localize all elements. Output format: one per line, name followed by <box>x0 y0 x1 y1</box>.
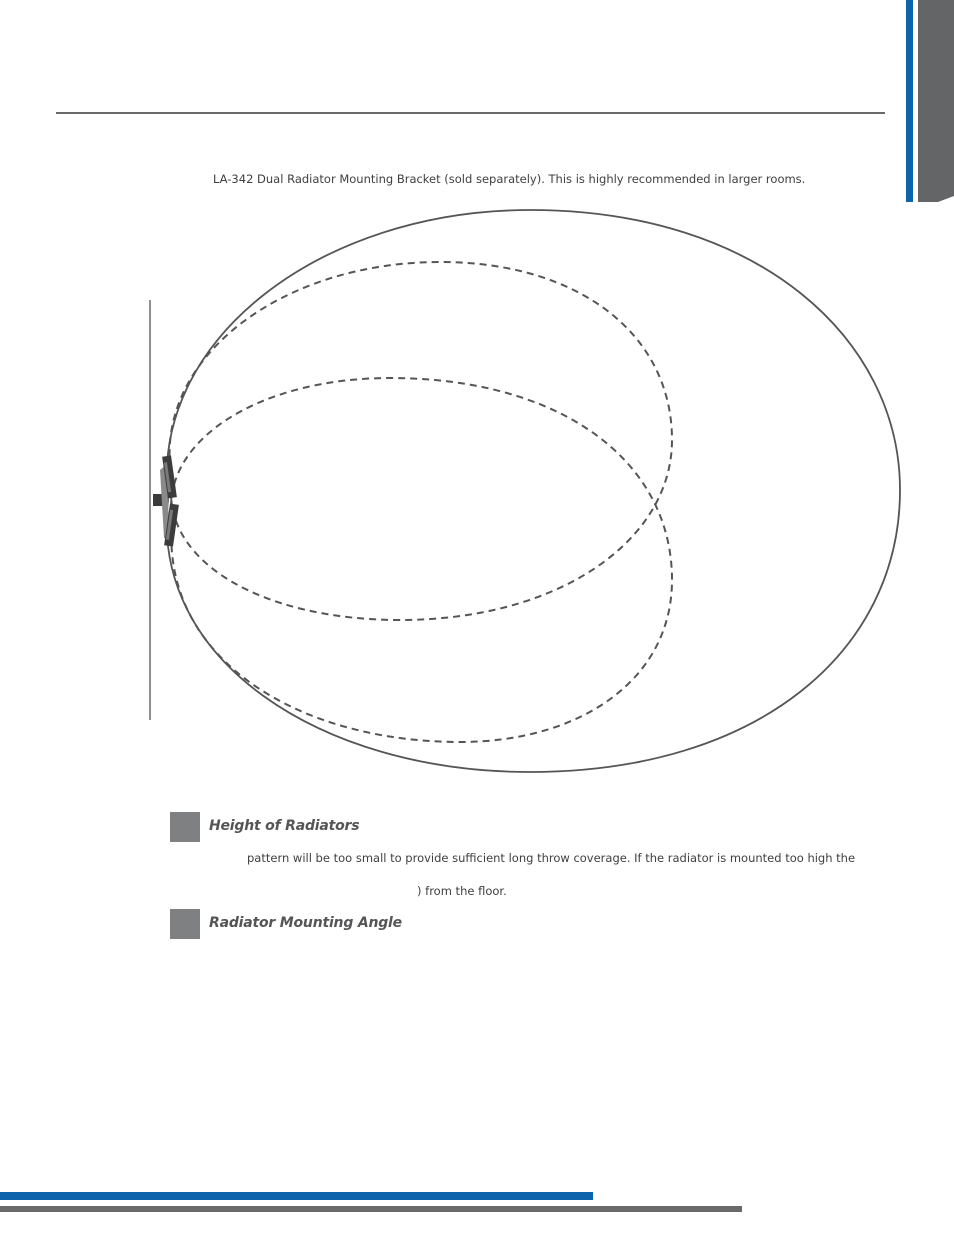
footer-accent-bar <box>0 1192 593 1200</box>
side-tab <box>918 0 954 202</box>
section-marker-mounting-angle <box>170 909 200 939</box>
lower-radiator-pattern <box>171 378 672 742</box>
section-text-line-2: ) from the floor. <box>417 884 507 898</box>
dual-radiator-bracket-icon <box>153 456 179 547</box>
side-tab-accent <box>906 0 913 202</box>
header-rule <box>56 112 885 114</box>
section-heading-radiator-mounting-angle: Radiator Mounting Angle <box>209 915 402 931</box>
upper-radiator-pattern <box>170 262 672 620</box>
section-marker-height <box>170 812 200 842</box>
coverage-pattern-diagram <box>0 195 954 795</box>
section-text-line-1: pattern will be too small to provide sufficient long throw coverage. If the radiator is mounted too high the <box>247 851 856 865</box>
outer-coverage-pattern <box>167 210 900 772</box>
side-tab-notch <box>918 0 954 202</box>
footer-rule <box>0 1206 742 1212</box>
intro-text: LA-342 Dual Radiator Mounting Bracket (sold separately). This is highly recommended in larger rooms. <box>213 172 806 186</box>
section-heading-height-of-radiators: Height of Radiators <box>209 818 360 834</box>
